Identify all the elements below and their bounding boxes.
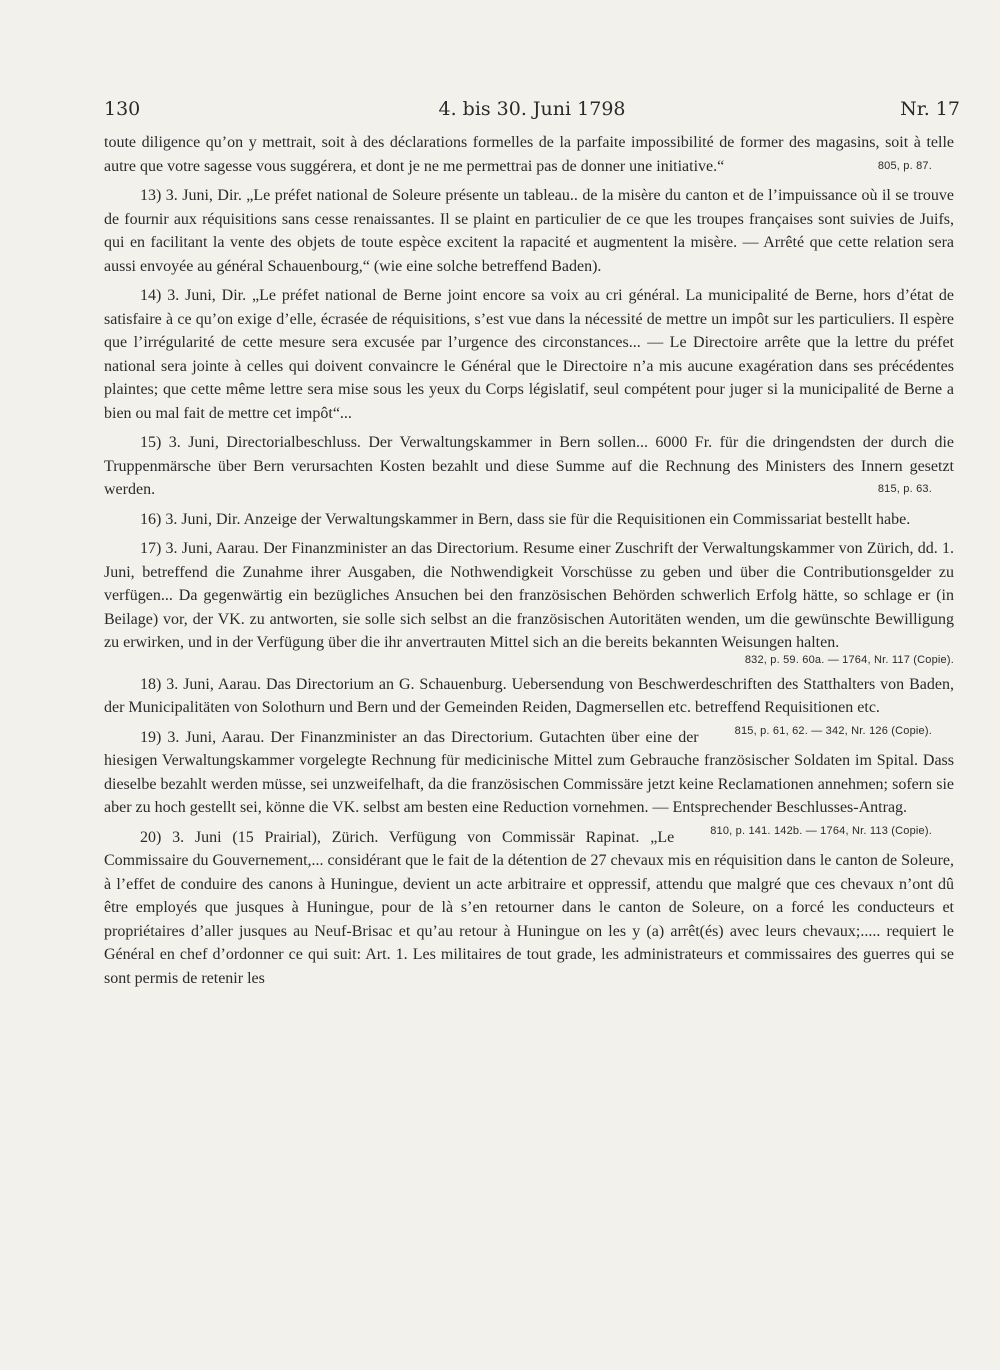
document-number: Nr. 17 [900, 98, 960, 120]
paragraph-text: 15) 3. Juni, Directorialbeschluss. Der Verwaltungskammer in Bern sollen... 6000 Fr. für die dringendsten der durch die Truppenmärsche über Bern verursachten Kosten bezahlt und diese Summe auf die Rechnung des Ministers des Innern gesetzt werden. [104, 434, 954, 498]
paragraph-text: 20) 3. Juni (15 Prairial), Zürich. Verfügung von Commissär Rapinat. „Le Commissaire du Gouvernement,... considérant que le fait de la détention de 27 chevaux mis en réquisition dans le canton de Soleure, à l’effet de conduire des canons à Huningue, devient un acte arbitraire et oppressif, attendu que malgré que ces chevaux n’ont dû être employés que jusques à Huningue, pour de là s’en retourner dans le canton de Soleure, on a forcé les conducteurs et propriétaires d’aller jusques au Neuf-Brisac et qu’au retour à Huningue on les y (a) arrêt(és) avec leurs chevaux;..... requiert le Général en chef d’ordonner ce qui suit: Art. 1. Les militaires de tout grade, les administrateurs et commissaires des guerres qui se sont permis de retenir les [104, 828, 954, 987]
paragraph [104, 508, 954, 532]
paragraph [104, 284, 954, 425]
body-text [104, 131, 954, 996]
paragraph [104, 673, 954, 737]
running-header [104, 96, 960, 122]
paragraph [104, 431, 954, 502]
paragraph [104, 537, 954, 667]
paragraph-text: 16) 3. Juni, Dir. Anzeige der Verwaltungskammer in Bern, dass sie für die Requisitionen ein Commissariat bestellt habe. [140, 510, 911, 528]
paragraph-text: 13) 3. Juni, Dir. „Le préfet national de Soleure présente un tableau.. de la misère du canton et de l’impuissance où il se trouve de fournir aux réquisitions sans cesse renaissantes. Il se plaint en particulier de ce que les troupes françaises sont suivies de Juifs, qui en facilitant la vente des objets de toute espèce excitent la rapacité et augmentent la misère. — Arrêté que cette relation sera aussi envoyée au général Schauenbourg,“ (wie eine solche betreffend Baden). [104, 187, 954, 275]
paragraph-text: 14) 3. Juni, Dir. „Le préfet national de Berne joint encore sa voix au cri général. La municipalité de Berne, hors d’état de satisfaire à ce qu’on exige d’elle, écrasée de réquisitions, s’est vue dans la nécessité de mettre un impôt sur les particuliers. Il espère que l’irrégularité de cette mesure sera excusée par l’urgence des circonstances... — Le Directoire arrête que la lettre du préfet national sera jointe à celles qui doivent convaincre le Général que le Directoire n’a mis aucune exagération dans ses précédentes plaintes; que cette même lettre sera mise sous les yeux du Corps législatif, seul compétent pour juger si la municipalité de Berne a bien ou mal fait de mettre cet impôt“... [104, 287, 954, 422]
source-reference: 815, p. 63. [877, 483, 932, 495]
source-reference: 805, p. 87. [877, 159, 932, 172]
paragraph-text: 17) 3. Juni, Aarau. Der Finanzminister an das Directorium. Resume einer Zuschrift der Verwaltungskammer von Zürich, dd. 1. Juni, betreffend die Zunahme ihrer Ausgaben, die Nothwendigkeit Vorschüsse zu geben und über die Contributionsgelder zu verfügen... Da gegenwärtig ein bezügliches Ansuchen bei den französischen Behörden schwerlich Erfolg hätte, so schlage er (in Beilage) vor, der VK. zu antworten, sie solle sich selbst an die französischen Autoritäten wenden, um die gewünschte Bewilligung zu erwirken, und in der Verfügung über die ihr anvertrauten Mittel sich an die bereits bekannten Weisungen halten. [104, 540, 954, 651]
page-number: 130 [104, 98, 141, 120]
date-range: 4. bis 30. Juni 1798 [438, 98, 626, 120]
source-reference: 832, p. 59. 60a. — 1764, Nr. 117 (Copie). [744, 653, 954, 666]
paragraph-text: 19) 3. Juni, Aarau. Der Finanzminister an das Directorium. Gutachten über eine der hiesigen Verwaltungskammer vorgelegte Rechnung für medicinische Mittel zum Gebrauche französischer Soldaten im Spital. Dass dieselbe bezahlt werden müsse, sei unzweifelhaft, da die französischen Commissäre jetzt keine Reclamationen annehmen; sofern sie aber zu hoch gestellt sei, könne die VK. selbst am besten eine Reduction vornehmen. — Entsprechender Beschlusses-Antrag. [104, 728, 954, 816]
paragraph [104, 826, 954, 991]
source-reference: 815, p. 61, 62. — 342, Nr. 126 (Copie). [734, 724, 932, 737]
paragraph-text: toute diligence qu’on y mettrait, soit à des déclarations formelles de la parfaite impossibilité de former des magasins, soit à telle autre que votre sagesse vous suggérera, et dont je ne me permettrai pas de donner une initiative.“ [104, 134, 954, 175]
source-reference: 810, p. 141. 142b. — 1764, Nr. 113 (Copie). [710, 824, 932, 837]
paragraph [104, 131, 954, 178]
paragraph [104, 184, 954, 278]
paragraph-text: 18) 3. Juni, Aarau. Das Directorium an G. Schauenburg. Uebersendung von Beschwerdeschriften des Statthalters von Baden, der Municipalitäten von Solothurn und Bern und der Gemeinden Reiden, Dagmersellen etc. betreffend Requisitionen etc. [104, 675, 954, 716]
